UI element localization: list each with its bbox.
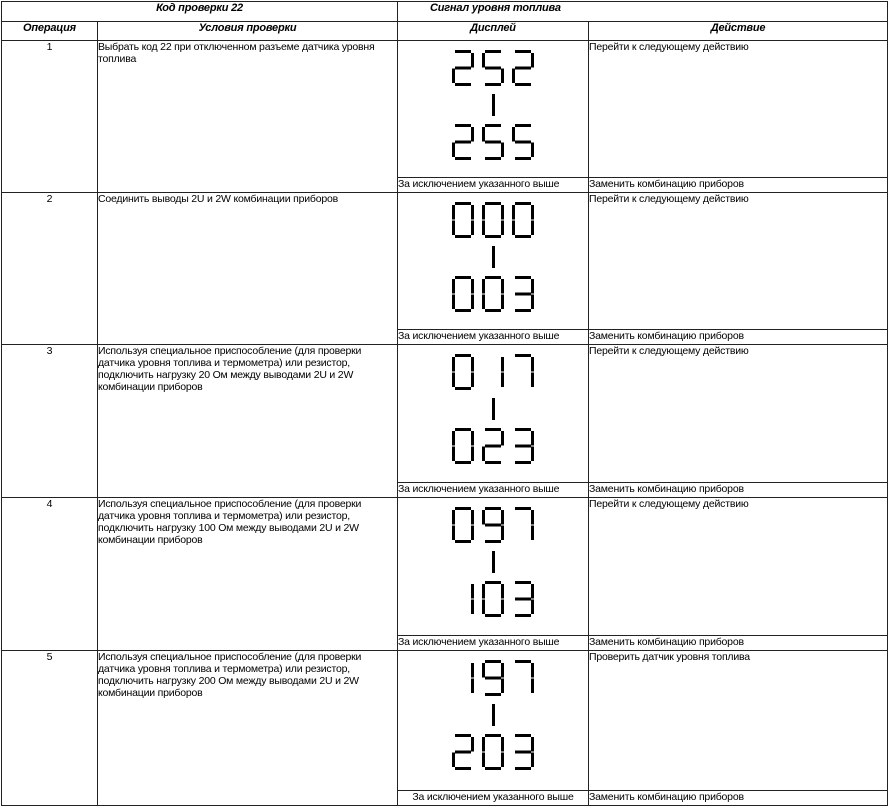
test-condition: Используя специальное приспособление (для проверки датчика уровня топлива и термометра) или резистор, подключить нагрузку 200 Ом между выводами 2U и 2W комбинации приборов — [98, 651, 398, 806]
action-text: Перейти к следующему действию — [589, 345, 888, 483]
segment-g — [515, 751, 531, 754]
segment-e — [452, 447, 455, 462]
operation-number: 5 — [2, 651, 98, 806]
seven-segment-digit — [482, 507, 504, 543]
operation-number: 4 — [2, 498, 98, 651]
segment-d — [455, 540, 471, 543]
seven-segment-digit — [482, 581, 504, 617]
segment-b — [471, 205, 474, 220]
segment-c — [471, 295, 474, 310]
range-separator — [492, 94, 495, 116]
segment-c — [501, 69, 504, 84]
table-body — [2, 41, 888, 806]
action-text: Перейти к следующему действию — [589, 498, 888, 636]
segment-c — [501, 373, 504, 388]
table-row — [2, 651, 888, 791]
segment-e — [452, 373, 455, 388]
segment-a — [515, 507, 531, 510]
table-row — [2, 345, 888, 483]
conditions-column-header: Условия проверки — [98, 22, 398, 41]
segment-a — [515, 581, 531, 584]
segment-a — [485, 276, 501, 279]
exception-action: Заменить комбинацию приборов — [589, 330, 888, 345]
segment-d — [515, 235, 531, 238]
segment-e — [482, 753, 485, 768]
seven-segment-digit — [512, 428, 534, 464]
segment-a — [515, 734, 531, 737]
segment-e — [482, 600, 485, 615]
segment-f — [512, 205, 515, 220]
segment-f — [452, 431, 455, 446]
seven-segment-digit — [512, 734, 534, 770]
seven-segment-digit — [452, 124, 474, 160]
seven-segment-digit — [482, 734, 504, 770]
segment-d — [485, 540, 501, 543]
segment-c — [501, 143, 504, 158]
test-condition: Соединить выводы 2U и 2W комбинации приборов — [98, 193, 398, 345]
segment-d — [455, 767, 471, 770]
segment-a — [515, 354, 531, 357]
segment-c — [501, 526, 504, 541]
segment-g — [485, 445, 501, 448]
segment-a — [455, 276, 471, 279]
segment-f — [512, 127, 515, 142]
segment-a — [515, 124, 531, 127]
segment-b — [471, 663, 474, 678]
segment-f — [452, 510, 455, 525]
display-range — [398, 193, 589, 330]
segment-d — [455, 461, 471, 464]
segment-b — [501, 510, 504, 525]
segment-g — [485, 67, 501, 70]
action-column-header: Действие — [589, 22, 888, 41]
segment-a — [455, 124, 471, 127]
segment-e — [452, 753, 455, 768]
exception-text: За исключением указанного выше — [398, 178, 589, 193]
segment-g — [515, 67, 531, 70]
display-from — [398, 345, 588, 390]
segment-d — [455, 83, 471, 86]
segment-a — [455, 734, 471, 737]
seven-segment-digit — [452, 276, 474, 312]
segment-b — [531, 737, 534, 752]
segment-f — [482, 127, 485, 142]
operation-number: 2 — [2, 193, 98, 345]
seven-segment-digit — [512, 124, 534, 160]
segment-d — [515, 157, 531, 160]
display-to — [398, 734, 588, 770]
range-separator — [492, 704, 495, 726]
exception-text: За исключением указанного выше — [398, 791, 589, 806]
segment-d — [485, 235, 501, 238]
segment-d — [515, 83, 531, 86]
display-from — [398, 498, 588, 543]
segment-g — [455, 67, 471, 70]
segment-a — [455, 202, 471, 205]
action-text: Перейти к следующему действию — [589, 193, 888, 330]
segment-b — [471, 53, 474, 68]
test-condition: Используя специальное приспособление (для проверки датчика уровня топлива и термометра) или резистор, подключить нагрузку 100 Ом между выводами 2U и 2W комбинации приборов — [98, 498, 398, 651]
segment-c — [531, 373, 534, 388]
segment-b — [471, 431, 474, 446]
exception-action: Заменить комбинацию приборов — [589, 483, 888, 498]
segment-a — [515, 428, 531, 431]
segment-e — [482, 447, 485, 462]
exception-text: За исключением указанного выше — [398, 483, 589, 498]
seven-segment-digit — [482, 124, 504, 160]
segment-d — [485, 157, 501, 160]
seven-segment-digit — [482, 276, 504, 312]
segment-g — [515, 293, 531, 296]
test-condition: Выбрать код 22 при отключенном разъеме датчика уровня топлива — [98, 41, 398, 193]
segment-f — [482, 663, 485, 678]
segment-f — [482, 584, 485, 599]
segment-g — [485, 524, 501, 527]
seven-segment-digit — [452, 507, 474, 543]
segment-c — [471, 221, 474, 236]
segment-f — [482, 53, 485, 68]
fuel-level-test-table — [1, 1, 888, 806]
segment-b — [471, 737, 474, 752]
segment-g — [455, 751, 471, 754]
segment-a — [485, 581, 501, 584]
display-range — [398, 498, 589, 636]
segment-d — [485, 309, 501, 312]
segment-c — [471, 600, 474, 615]
range-separator — [492, 551, 495, 573]
segment-f — [482, 205, 485, 220]
seven-segment-digit — [452, 428, 474, 464]
segment-b — [501, 584, 504, 599]
segment-b — [531, 663, 534, 678]
segment-e — [452, 221, 455, 236]
signal-header: Сигнал уровня топлива — [398, 2, 888, 22]
display-range — [398, 345, 589, 483]
segment-c — [531, 679, 534, 694]
segment-b — [501, 357, 504, 372]
exception-action: Заменить комбинацию приборов — [589, 178, 888, 193]
seven-segment-digit — [482, 202, 504, 238]
segment-a — [485, 124, 501, 127]
segment-b — [471, 584, 474, 599]
segment-f — [482, 279, 485, 294]
display-range — [398, 41, 589, 178]
seven-segment-digit — [452, 581, 474, 617]
segment-b — [531, 279, 534, 294]
segment-g — [485, 677, 501, 680]
segment-a — [485, 428, 501, 431]
segment-d — [455, 157, 471, 160]
segment-d — [515, 767, 531, 770]
seven-segment-digit — [512, 581, 534, 617]
segment-g — [455, 141, 471, 144]
seven-segment-digit — [512, 507, 534, 543]
segment-c — [531, 526, 534, 541]
display-range — [398, 651, 589, 791]
exception-text: За исключением указанного выше — [398, 330, 589, 345]
segment-a — [515, 276, 531, 279]
segment-a — [455, 354, 471, 357]
segment-c — [531, 447, 534, 462]
seven-segment-digit — [452, 660, 474, 696]
segment-e — [452, 143, 455, 158]
segment-d — [485, 693, 501, 696]
segment-a — [515, 50, 531, 53]
segment-c — [531, 295, 534, 310]
segment-b — [531, 510, 534, 525]
seven-segment-digit — [452, 50, 474, 86]
segment-b — [501, 431, 504, 446]
segment-a — [485, 734, 501, 737]
segment-b — [531, 431, 534, 446]
segment-b — [471, 357, 474, 372]
segment-g — [515, 445, 531, 448]
seven-segment-digit — [482, 428, 504, 464]
segment-c — [501, 600, 504, 615]
segment-e — [482, 221, 485, 236]
segment-d — [485, 614, 501, 617]
exception-action: Заменить комбинацию приборов — [589, 791, 888, 806]
segment-b — [531, 53, 534, 68]
segment-a — [455, 507, 471, 510]
segment-a — [515, 202, 531, 205]
segment-e — [512, 221, 515, 236]
segment-a — [455, 50, 471, 53]
segment-d — [515, 614, 531, 617]
segment-c — [501, 295, 504, 310]
segment-b — [471, 279, 474, 294]
segment-b — [501, 279, 504, 294]
segment-c — [531, 221, 534, 236]
segment-a — [485, 50, 501, 53]
test-code-header: Код проверки 22 — [2, 2, 398, 22]
display-from — [398, 41, 588, 86]
display-from — [398, 193, 588, 238]
segment-c — [471, 526, 474, 541]
segment-b — [531, 205, 534, 220]
segment-c — [501, 679, 504, 694]
operation-column-header: Операция — [2, 22, 98, 41]
segment-b — [501, 663, 504, 678]
segment-e — [512, 69, 515, 84]
segment-g — [515, 598, 531, 601]
segment-a — [485, 202, 501, 205]
table-row — [2, 41, 888, 178]
segment-b — [501, 737, 504, 752]
seven-segment-digit — [512, 276, 534, 312]
range-separator — [492, 246, 495, 268]
seven-segment-digit — [452, 734, 474, 770]
segment-a — [515, 660, 531, 663]
segment-g — [485, 141, 501, 144]
seven-segment-digit — [452, 354, 474, 390]
display-to — [398, 581, 588, 617]
display-column-header: Дисплей — [398, 22, 589, 41]
display-to — [398, 276, 588, 312]
segment-c — [531, 753, 534, 768]
segment-a — [455, 428, 471, 431]
operation-number: 1 — [2, 41, 98, 193]
segment-d — [485, 461, 501, 464]
segment-d — [485, 767, 501, 770]
seven-segment-digit — [512, 660, 534, 696]
segment-f — [452, 357, 455, 372]
segment-b — [471, 127, 474, 142]
seven-segment-digit — [512, 50, 534, 86]
display-to — [398, 428, 588, 464]
segment-c — [501, 753, 504, 768]
segment-d — [515, 309, 531, 312]
segment-c — [471, 679, 474, 694]
segment-a — [485, 660, 501, 663]
segment-d — [455, 387, 471, 390]
segment-d — [515, 461, 531, 464]
segment-e — [452, 69, 455, 84]
test-condition: Используя специальное приспособление (для проверки датчика уровня топлива и термометра) или резистор, подключить нагрузку 20 Ом между выводами 2U и 2W комбинации приборов — [98, 345, 398, 498]
segment-d — [455, 309, 471, 312]
segment-e — [452, 295, 455, 310]
exception-action: Заменить комбинацию приборов — [589, 636, 888, 651]
table-row — [2, 193, 888, 330]
seven-segment-digit — [512, 354, 534, 390]
segment-c — [471, 373, 474, 388]
segment-d — [455, 235, 471, 238]
operation-number: 3 — [2, 345, 98, 498]
display-from — [398, 651, 588, 696]
exception-text: За исключением указанного выше — [398, 636, 589, 651]
segment-c — [531, 143, 534, 158]
action-text: Проверить датчик уровня топлива — [589, 651, 888, 791]
seven-segment-digit — [512, 202, 534, 238]
table-row — [2, 498, 888, 636]
segment-c — [531, 600, 534, 615]
segment-c — [471, 447, 474, 462]
segment-b — [531, 357, 534, 372]
display-to — [398, 124, 588, 160]
action-text: Перейти к следующему действию — [589, 41, 888, 178]
seven-segment-digit — [452, 202, 474, 238]
segment-f — [452, 279, 455, 294]
segment-f — [452, 205, 455, 220]
segment-g — [515, 141, 531, 144]
segment-b — [501, 205, 504, 220]
segment-e — [452, 526, 455, 541]
segment-e — [482, 295, 485, 310]
segment-b — [531, 584, 534, 599]
segment-f — [482, 737, 485, 752]
seven-segment-digit — [482, 354, 504, 390]
segment-a — [485, 507, 501, 510]
seven-segment-digit — [482, 660, 504, 696]
seven-segment-digit — [482, 50, 504, 86]
range-separator — [492, 398, 495, 420]
segment-d — [485, 83, 501, 86]
segment-c — [501, 221, 504, 236]
segment-b — [471, 510, 474, 525]
segment-f — [482, 510, 485, 525]
